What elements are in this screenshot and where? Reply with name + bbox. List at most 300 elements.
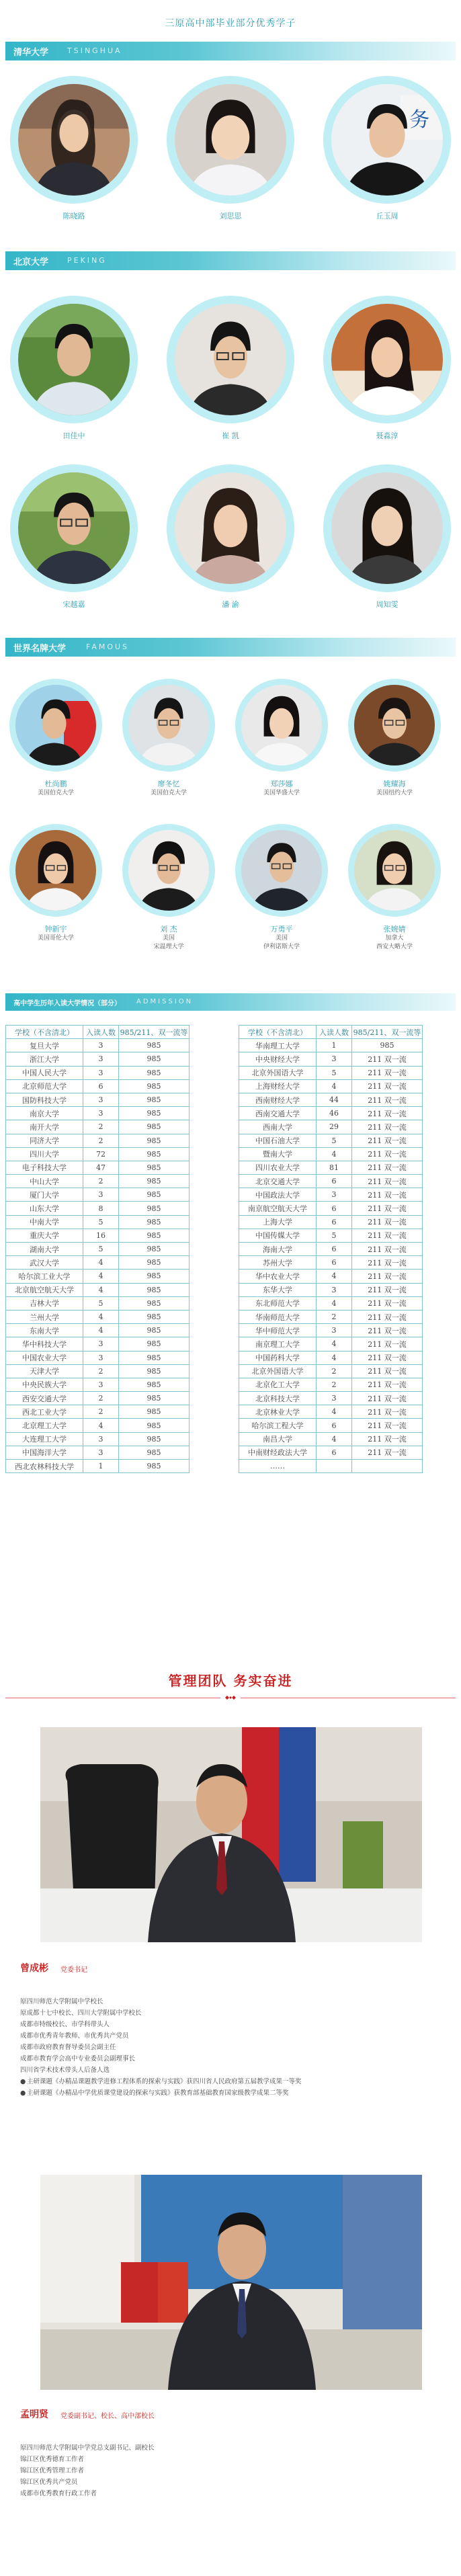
student-card <box>7 76 141 221</box>
count-cell <box>317 1460 352 1473</box>
tier-cell: 211 双一流 <box>352 1188 423 1202</box>
count-cell: 4 <box>317 1432 352 1446</box>
school-cell: 中国海洋大学 <box>6 1446 83 1459</box>
tier-cell: 985 <box>119 1052 190 1066</box>
student-name: 田佳中 <box>62 431 85 440</box>
portrait-image <box>15 685 96 765</box>
school-cell: 四川农业大学 <box>239 1161 317 1174</box>
tier-cell: 211 双一流 <box>352 1107 423 1120</box>
bio-line: 成都市政府教育督导委员会副主任 <box>20 2044 116 2051</box>
tier-cell: 985 <box>119 1107 190 1120</box>
school-cell: 中国人民大学 <box>6 1066 83 1079</box>
school-cell: 南开大学 <box>6 1120 83 1134</box>
count-cell: 1 <box>83 1460 119 1473</box>
tier-cell: 211 双一流 <box>352 1052 423 1066</box>
school-cell: 北京化工大学 <box>239 1378 317 1391</box>
count-cell: 4 <box>317 1405 352 1419</box>
section-title: 北京大学 <box>13 257 49 267</box>
tier-cell: 985 <box>119 1446 190 1459</box>
school-cell: 上海大学 <box>239 1215 317 1229</box>
page-title: 三原高中部毕业部分优秀学子 <box>165 18 296 29</box>
portrait-image <box>331 84 443 196</box>
count-cell: 3 <box>83 1039 119 1052</box>
student-card <box>344 679 445 798</box>
table-body <box>6 1039 190 1473</box>
student-name: 廖冬忆 <box>157 780 180 788</box>
tier-cell: 211 双一流 <box>352 1378 423 1391</box>
count-cell: 2 <box>83 1364 119 1378</box>
avatar <box>10 296 138 423</box>
tier-cell: 985 <box>119 1419 190 1432</box>
table-row <box>6 1296 190 1310</box>
section-bar-tsinghua <box>5 42 456 60</box>
school-cell: 天津大学 <box>6 1364 83 1378</box>
tier-cell: 211 双一流 <box>352 1066 423 1079</box>
avatar <box>9 824 102 917</box>
student-card <box>7 296 141 441</box>
table-row <box>239 1052 423 1066</box>
table-row <box>6 1256 190 1270</box>
tier-cell: 985 <box>119 1351 190 1364</box>
table-row <box>239 1392 423 1405</box>
tier-cell: 985 <box>119 1134 190 1147</box>
avatar <box>167 296 294 423</box>
table-row <box>239 1270 423 1283</box>
count-cell: 2 <box>317 1364 352 1378</box>
tier-cell: 985 <box>119 1460 190 1473</box>
table-row <box>6 1243 190 1256</box>
avatar <box>235 679 328 772</box>
count-cell: 6 <box>317 1446 352 1459</box>
student-card <box>163 464 298 610</box>
count-cell: 8 <box>83 1202 119 1215</box>
table-row <box>6 1134 190 1147</box>
count-cell: 3 <box>83 1446 119 1459</box>
count-cell: 4 <box>317 1296 352 1310</box>
school-cell: 北京师范大学 <box>6 1079 83 1093</box>
table-row <box>6 1052 190 1066</box>
count-cell: 6 <box>317 1202 352 1215</box>
admission-table-right <box>239 1025 423 1473</box>
school-cell: 中央财经大学 <box>239 1052 317 1066</box>
count-cell: 3 <box>83 1432 119 1446</box>
portrait-image <box>331 304 443 415</box>
tier-cell: 985 <box>119 1202 190 1215</box>
student-name: 钟新宇 <box>44 925 67 933</box>
school-cell: 国防科技大学 <box>6 1093 83 1106</box>
tier-cell: 211 双一流 <box>352 1079 423 1093</box>
school-cell: 中南财经政法大学 <box>239 1446 317 1459</box>
table-row <box>239 1188 423 1202</box>
school-cell: 东华大学 <box>239 1283 317 1296</box>
school-cell: 苏州大学 <box>239 1256 317 1270</box>
portrait-image <box>241 685 322 765</box>
table-row <box>239 1093 423 1106</box>
tier-cell: 985 <box>119 1079 190 1093</box>
student-name: 刘思思 <box>219 212 242 220</box>
table-row <box>239 1378 423 1391</box>
leader-photo <box>40 2175 422 2390</box>
school-cell: 北京交通大学 <box>239 1175 317 1188</box>
student-card <box>320 76 454 221</box>
count-cell: 3 <box>83 1188 119 1202</box>
school-cell: 中央民族大学 <box>6 1378 83 1391</box>
count-cell: 3 <box>317 1324 352 1337</box>
school-cell: 大连理工大学 <box>6 1432 83 1446</box>
student-card <box>231 824 332 952</box>
school-cell: 复旦大学 <box>6 1039 83 1052</box>
table-row <box>239 1296 423 1310</box>
bio-line: 成都市优秀青年教师、市优秀共产党员 <box>20 2032 129 2040</box>
table-row <box>6 1419 190 1432</box>
avatar <box>10 76 138 204</box>
portrait-image <box>175 472 286 584</box>
section-title: 清华大学 <box>13 48 49 58</box>
count-cell: 3 <box>317 1188 352 1202</box>
count-cell: 81 <box>317 1161 352 1174</box>
tier-cell: 985 <box>119 1364 190 1378</box>
count-cell: 4 <box>317 1337 352 1351</box>
avatar <box>235 824 328 917</box>
tier-cell: 985 <box>119 1147 190 1161</box>
student-card <box>231 679 332 798</box>
table-row <box>6 1283 190 1296</box>
school-cell: 哈尔滨工业大学 <box>6 1270 83 1283</box>
count-cell: 3 <box>317 1283 352 1296</box>
count-cell: 2 <box>83 1392 119 1405</box>
leader-name: 曾成彬 <box>20 1963 48 1974</box>
school-cell: 北京林业大学 <box>239 1405 317 1419</box>
tier-cell: 985 <box>119 1256 190 1270</box>
table-row <box>239 1229 423 1242</box>
table-row <box>239 1202 423 1215</box>
student-name: 姚耀海 <box>383 780 406 788</box>
school-cell: 南京大学 <box>6 1107 83 1120</box>
section-bar-world <box>5 638 456 657</box>
bio-line: 锦江区优秀共产党员 <box>20 2479 78 2486</box>
school-cell: 上海财经大学 <box>239 1079 317 1093</box>
school-cell: 西北工业大学 <box>6 1405 83 1419</box>
section-bar-admission <box>5 993 456 1011</box>
tier-cell: 985 <box>119 1324 190 1337</box>
school-cell: 北京航空航天大学 <box>6 1283 83 1296</box>
section-subtitle: ADMISSION <box>136 998 194 1005</box>
tier-cell: 985 <box>119 1066 190 1079</box>
school-cell: 东北师范大学 <box>239 1296 317 1310</box>
school-cell: 中国石油大学 <box>239 1134 317 1147</box>
tier-cell: 985 <box>119 1188 190 1202</box>
student-university-detail: 西安大略大学 <box>376 944 413 950</box>
school-cell: 西安交通大学 <box>6 1392 83 1405</box>
school-cell: 华南师范大学 <box>239 1310 317 1323</box>
count-cell: 4 <box>317 1079 352 1093</box>
school-cell: 重庆大学 <box>6 1229 83 1242</box>
bio-line: 成都市优秀教育行政工作者 <box>20 2490 97 2497</box>
tier-cell: 211 双一流 <box>352 1432 423 1446</box>
count-cell: 4 <box>83 1419 119 1432</box>
leader-portrait-image <box>40 2175 422 2390</box>
portrait-image <box>18 84 130 196</box>
school-cell: 山东大学 <box>6 1202 83 1215</box>
school-cell: 华中科技大学 <box>6 1337 83 1351</box>
tier-cell: 985 <box>119 1378 190 1391</box>
tier-cell: 985 <box>352 1039 423 1052</box>
student-name: 刘 杰 <box>160 925 177 933</box>
table-row <box>6 1364 190 1378</box>
table-row <box>239 1256 423 1270</box>
section-subtitle: PEKING <box>67 256 107 265</box>
table-row <box>6 1378 190 1391</box>
count-cell: 2 <box>317 1310 352 1323</box>
table-row <box>239 1364 423 1378</box>
table-row <box>239 1175 423 1188</box>
table-row <box>239 1066 423 1079</box>
count-cell: 5 <box>317 1066 352 1079</box>
tier-cell: 211 双一流 <box>352 1419 423 1432</box>
table-row <box>6 1405 190 1419</box>
bio-line <box>20 2087 302 2099</box>
leader-portrait-image <box>40 1727 422 1942</box>
count-cell: 4 <box>83 1283 119 1296</box>
count-cell: 2 <box>83 1405 119 1419</box>
count-cell: 4 <box>83 1310 119 1323</box>
table-row <box>6 1093 190 1106</box>
table-row <box>239 1215 423 1229</box>
count-cell: 72 <box>83 1147 119 1161</box>
school-cell: 华中师范大学 <box>239 1324 317 1337</box>
table-row <box>239 1324 423 1337</box>
table-row <box>6 1460 190 1473</box>
student-university: 美国 <box>275 935 288 942</box>
count-cell: 4 <box>83 1270 119 1283</box>
tier-cell: 211 双一流 <box>352 1283 423 1296</box>
table-row <box>239 1351 423 1364</box>
bio-line: 锦江区优秀管理工作者 <box>20 2467 85 2475</box>
table-row <box>6 1324 190 1337</box>
count-cell: 6 <box>317 1419 352 1432</box>
table-row <box>6 1270 190 1283</box>
school-cell: 北京外国语大学 <box>239 1066 317 1079</box>
portrait-image <box>18 304 130 415</box>
student-university: 美国华盛大学 <box>263 790 300 796</box>
table-row <box>6 1079 190 1093</box>
bullet-icon: ● <box>20 2089 26 2097</box>
table-row <box>239 1243 423 1256</box>
count-cell: 4 <box>83 1256 119 1270</box>
avatar <box>323 296 451 423</box>
table-row <box>6 1392 190 1405</box>
school-cell: 厦门大学 <box>6 1188 83 1202</box>
school-cell: …… <box>239 1460 317 1473</box>
student-name: 杜尚鹏 <box>44 780 67 788</box>
school-cell: 同济大学 <box>6 1134 83 1147</box>
school-cell: 华中农业大学 <box>239 1270 317 1283</box>
table-row <box>6 1310 190 1323</box>
count-cell: 2 <box>317 1378 352 1391</box>
tier-cell: 211 双一流 <box>352 1175 423 1188</box>
student-name: 万勇平 <box>270 925 293 933</box>
student-card <box>5 679 106 798</box>
tier-cell: 985 <box>119 1215 190 1229</box>
portrait-image <box>18 472 130 584</box>
bio-line: 原四川师范大学附属中学校长 <box>20 1998 103 2005</box>
table-row <box>6 1202 190 1215</box>
count-cell: 3 <box>83 1337 119 1351</box>
bio-line <box>20 2076 302 2087</box>
student-name: 宋越嘉 <box>62 600 85 609</box>
tier-cell: 211 双一流 <box>352 1270 423 1283</box>
bio-text: 主研课题《办精品课题教学进修工程体系的探索与实践》获四川省人民政府第五届教学成果一等奖 <box>27 2078 302 2085</box>
tier-cell: 211 双一流 <box>352 1120 423 1134</box>
school-cell: 吉林大学 <box>6 1296 83 1310</box>
leader-name: 孟明贤 <box>20 2409 48 2420</box>
portrait-image <box>128 830 209 911</box>
table-row <box>6 1120 190 1134</box>
tier-cell: 211 双一流 <box>352 1161 423 1174</box>
portrait-image <box>354 830 435 911</box>
tier-cell: 211 双一流 <box>352 1405 423 1419</box>
bio-line: 原成都十七中校长、四川大学附属中学校长 <box>20 2009 142 2017</box>
student-card <box>5 824 106 943</box>
tier-cell: 211 双一流 <box>352 1256 423 1270</box>
student-name: 崔 凯 <box>222 431 239 440</box>
avatar <box>122 824 215 917</box>
school-cell: 东南大学 <box>6 1324 83 1337</box>
table-row <box>6 1175 190 1188</box>
student-name: 聂淼淳 <box>376 431 399 440</box>
school-cell: 南昌大学 <box>239 1432 317 1446</box>
school-cell: 湖南大学 <box>6 1243 83 1256</box>
table-row <box>239 1134 423 1147</box>
avatar <box>167 76 294 204</box>
table-body <box>239 1039 423 1473</box>
portrait-image <box>175 304 286 415</box>
school-cell: 海南大学 <box>239 1243 317 1256</box>
tier-cell: 211 双一流 <box>352 1229 423 1242</box>
tier-cell: 211 双一流 <box>352 1392 423 1405</box>
tier-cell: 985 <box>119 1093 190 1106</box>
student-name: 郑莎娜 <box>270 780 293 788</box>
table-row <box>6 1215 190 1229</box>
tier-cell: 985 <box>119 1310 190 1323</box>
student-university-detail: 宋温理大学 <box>153 944 184 950</box>
tier-cell: 985 <box>119 1432 190 1446</box>
table-row <box>6 1432 190 1446</box>
tier-cell: 211 双一流 <box>352 1243 423 1256</box>
count-cell: 3 <box>317 1392 352 1405</box>
student-name: 潘 渝 <box>222 600 239 609</box>
school-cell: 四川大学 <box>6 1147 83 1161</box>
student-university: 美国哥伦大学 <box>37 935 74 942</box>
school-cell: 中国药科大学 <box>239 1351 317 1364</box>
tier-cell: 985 <box>119 1392 190 1405</box>
count-cell: 2 <box>83 1134 119 1147</box>
table-row <box>6 1147 190 1161</box>
table-row <box>6 1066 190 1079</box>
bio-line: 成都市教育学会高中专业委员会副理事长 <box>20 2055 136 2063</box>
count-cell: 6 <box>317 1175 352 1188</box>
leader-photo <box>40 1727 422 1942</box>
student-card <box>118 679 219 798</box>
table-row <box>6 1337 190 1351</box>
school-cell: 中国传媒大学 <box>239 1229 317 1242</box>
student-card <box>320 296 454 441</box>
student-university: 美国纽约大学 <box>376 790 413 796</box>
tier-cell: 211 双一流 <box>352 1093 423 1106</box>
count-cell: 4 <box>317 1147 352 1161</box>
table-row <box>6 1039 190 1052</box>
student-university: 加拿大 <box>385 935 404 942</box>
school-cell: 暨南大学 <box>239 1147 317 1161</box>
leader-role: 党委书记 <box>60 1966 87 1974</box>
school-cell: 南京理工大学 <box>239 1337 317 1351</box>
count-cell: 4 <box>83 1324 119 1337</box>
tier-cell: 211 双一流 <box>352 1202 423 1215</box>
student-card <box>344 824 445 952</box>
student-card <box>320 464 454 610</box>
tier-cell: 211 双一流 <box>352 1296 423 1310</box>
table-row <box>239 1432 423 1446</box>
portrait-image <box>241 830 322 911</box>
school-cell: 华南理工大学 <box>239 1039 317 1052</box>
count-cell: 3 <box>83 1378 119 1391</box>
table-row <box>6 1229 190 1242</box>
tier-cell: 985 <box>119 1039 190 1052</box>
tier-cell: 985 <box>119 1175 190 1188</box>
count-cell: 3 <box>317 1052 352 1066</box>
count-cell: 5 <box>317 1229 352 1242</box>
student-card <box>118 824 219 952</box>
avatar <box>122 679 215 772</box>
count-cell: 16 <box>83 1229 119 1242</box>
count-cell: 6 <box>317 1243 352 1256</box>
bio-text: 主研课题《办精品中学优质课堂建设的探索与实践》获教育部基础教育国家级教学成果二等奖 <box>27 2089 289 2097</box>
bio-line: 锦江区优秀德育工作者 <box>20 2456 85 2463</box>
school-cell: 浙江大学 <box>6 1052 83 1066</box>
avatar <box>348 679 441 772</box>
table-row <box>6 1188 190 1202</box>
count-cell: 47 <box>83 1161 119 1174</box>
table-row <box>239 1079 423 1093</box>
bio-line: 四川省学术技术带头人后备人选 <box>20 2067 110 2074</box>
count-cell: 5 <box>317 1134 352 1147</box>
tier-cell: 985 <box>119 1243 190 1256</box>
tier-cell <box>352 1460 423 1473</box>
count-cell: 6 <box>317 1215 352 1229</box>
avatar <box>167 464 294 592</box>
portrait-image <box>331 472 443 584</box>
leader-role: 党委副书记、校长、高中部校长 <box>60 2413 155 2420</box>
table-row <box>239 1337 423 1351</box>
table-row <box>6 1161 190 1174</box>
table-row <box>239 1446 423 1459</box>
column-header: 985/211、双一流等 <box>352 1026 423 1039</box>
school-cell: 中国农业大学 <box>6 1351 83 1364</box>
school-cell: 西南大学 <box>239 1120 317 1134</box>
avatar <box>323 464 451 592</box>
count-cell: 4 <box>317 1270 352 1283</box>
count-cell: 5 <box>83 1296 119 1310</box>
table-row <box>6 1107 190 1120</box>
student-university-detail: 伊利诺斯大学 <box>263 944 300 950</box>
portrait-image <box>15 830 96 911</box>
column-header: 985/211、双一流等 <box>119 1026 190 1039</box>
count-cell: 3 <box>83 1351 119 1364</box>
count-cell: 2 <box>83 1175 119 1188</box>
tier-cell: 985 <box>119 1120 190 1134</box>
school-cell: 武汉大学 <box>6 1256 83 1270</box>
column-header: 入读人数 <box>317 1026 352 1039</box>
